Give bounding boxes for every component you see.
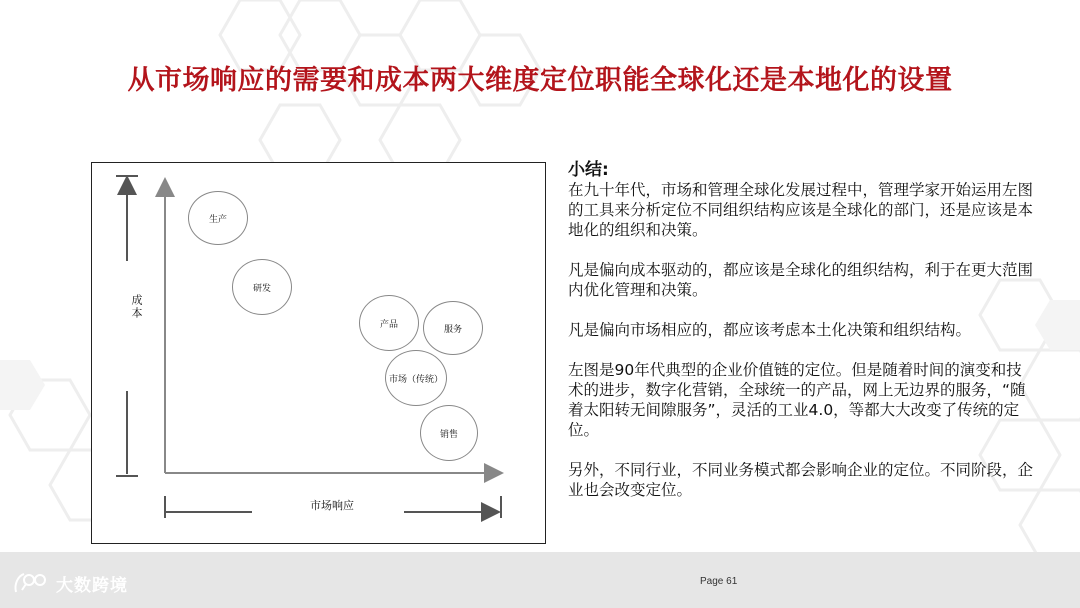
summary-paragraph: 凡是偏向市场相应的，都应该考虑本土化决策和组织结构。 [568,321,972,339]
bubble-rnd: 研发 [232,259,292,315]
bubble-service: 服务 [423,301,483,355]
positioning-diagram [91,162,546,544]
slide-title: 从市场响应的需要和成本两大维度定位职能全球化还是本地化的设置 [127,65,953,96]
bubble-product: 产品 [359,295,419,351]
summary-paragraph: 在九十年代，市场和管理全球化发展过程中，管理学家开始运用左图的工具来分析定位不同组织结构应该是全球化的部门，还是应该是本地化的组织和决策。 [568,181,1034,239]
bubble-sales: 销售 [420,405,478,461]
brand-logo [12,570,128,596]
y-axis-label: 成本 [130,294,143,320]
summary-heading: 小结: [568,160,609,180]
bubble-market-traditional: 市场（传统） [385,350,447,406]
bubble-production: 生产 [188,191,248,245]
summary-paragraph: 另外，不同行业，不同业务模式都会影响企业的定位。不同阶段，企业也会改变定位。 [568,461,1034,499]
summary-paragraph: 左图是90年代典型的企业价值链的定位。但是随着时间的演变和技术的进步，数字化营销，全球统一的产品，网上无边界的服务，“随着太阳转无间隙服务”，灵活的工业4.0，等都大大改变了传统的定位。 [568,361,1026,439]
page-number: Page 61 [700,576,738,587]
summary-paragraph: 凡是偏向成本驱动的，都应该是全球化的组织结构，利于在更大范围内优化管理和决策。 [568,261,1034,299]
diagram-axes [92,163,545,543]
footer-band [0,552,1080,608]
brand-logo-text: 大数跨境 [56,575,128,596]
x-axis-label: 市场响应 [310,499,354,512]
brand-logo-icon [12,570,52,596]
summary-text-block [568,160,1036,520]
